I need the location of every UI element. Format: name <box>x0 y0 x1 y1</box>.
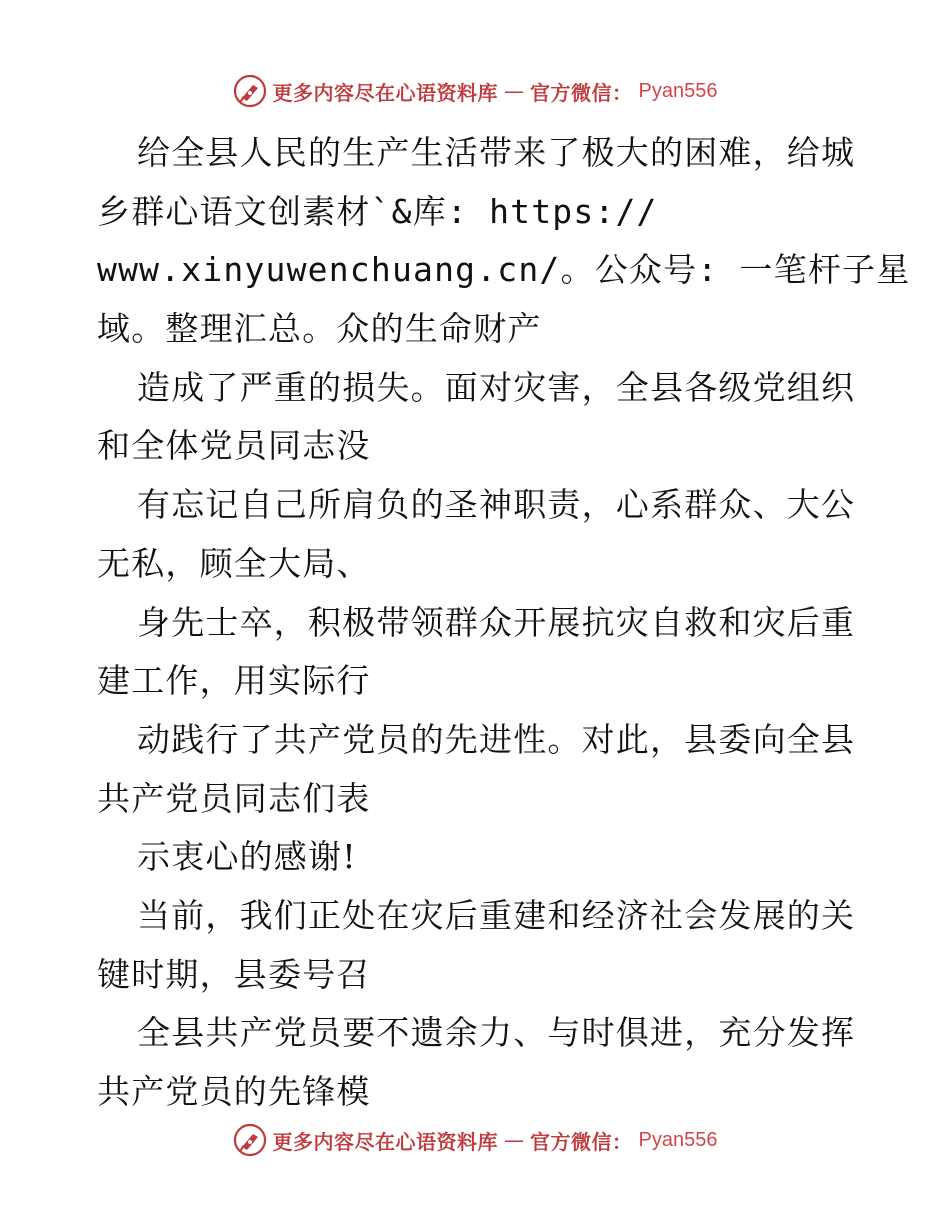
header-banner <box>0 73 950 109</box>
body-line-16: 全县共产党员要不遗余力、与时俱进，充分发挥 <box>137 1013 856 1053</box>
body-line-1: 给全县人民的生产生活带来了极大的困难，给城 <box>137 133 856 172</box>
body-line-17: 共产党员的先锋模 <box>97 1072 371 1111</box>
header-wechat-label: 官方微信： <box>530 80 633 105</box>
header-site-text: 更多内容尽在心语资料库 <box>272 80 499 105</box>
header-separator: — <box>504 79 525 103</box>
header-wechat-handle: Pyan556 <box>638 79 718 102</box>
body-line-12: 共产党员同志们表 <box>97 778 371 818</box>
footer-separator: — <box>504 1128 525 1152</box>
body-line-6: 和全体党员同志没 <box>97 426 371 466</box>
document-body <box>97 124 911 1122</box>
body-line-4: 域。整理汇总。众的生命财产 <box>97 309 542 349</box>
body-line-8: 无私，顾全大局、 <box>97 543 371 583</box>
body-line-10: 建工作，用实际行 <box>97 661 371 701</box>
body-line-13: 示衷心的感谢! <box>137 837 357 877</box>
body-line-2: 乡群心语文创素材`&库: https:// <box>97 191 658 231</box>
body-line-5: 造成了严重的损失。面对灾害，全县各级党组织 <box>137 367 856 407</box>
body-line-7: 有忘记自己所肩负的圣神职责，心系群众、大公 <box>137 485 856 525</box>
body-line-14: 当前，我们正处在灾后重建和经济社会发展的关 <box>137 895 856 935</box>
body-line-9: 身先士卒，积极带领群众开展抗灾自救和灾后重 <box>137 602 856 642</box>
body-line-3: www.xinyuwenchuang.cn/。公众号: 一笔杆子星 <box>97 250 911 290</box>
footer-wechat-handle: Pyan556 <box>638 1128 718 1151</box>
footer-banner <box>0 1122 950 1158</box>
body-line-11: 动践行了共产党员的先进性。对此，县委向全县 <box>137 719 856 759</box>
body-line-15: 键时期，县委号召 <box>97 954 371 994</box>
footer-wechat-label: 官方微信： <box>530 1129 633 1154</box>
pen-nib-logo-icon <box>233 1123 267 1157</box>
footer-site-text: 更多内容尽在心语资料库 <box>272 1129 499 1154</box>
pen-nib-logo-icon <box>233 74 267 108</box>
